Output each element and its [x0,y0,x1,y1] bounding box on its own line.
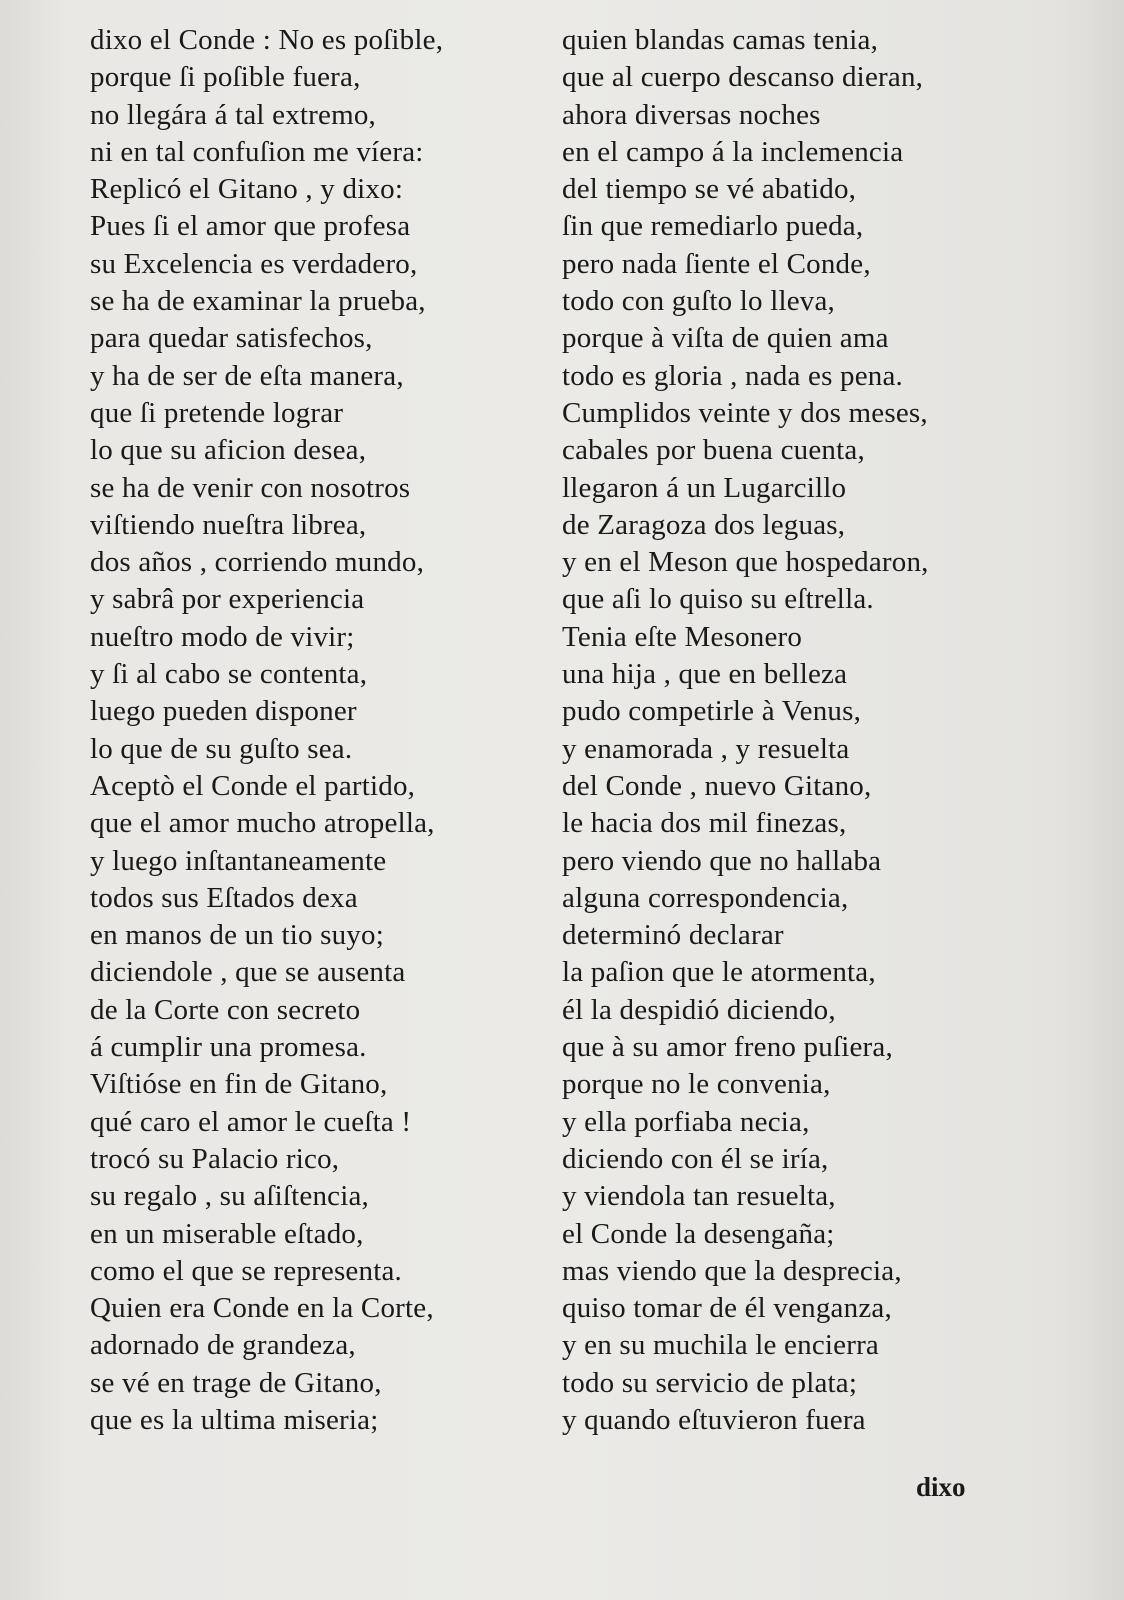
verse-line: pero viendo que no hallaba [562,844,882,877]
verse-line: lo que su aficion desea, [90,434,367,467]
verse-line: determinó declarar [562,919,784,952]
verse-line: y quando eſtuvieron fuera [562,1403,866,1436]
verse-line: diciendole , que se ausenta [90,956,406,989]
verse-line: y en su muchila le encierra [562,1329,880,1362]
verse-line: y en el Meson que hospedaron, [562,546,929,579]
verse-line: y viendola tan resuelta, [562,1180,836,1213]
verse-line: y ſi al cabo se contenta, [90,658,368,691]
verse-line: Quien era Conde en la Corte, [90,1292,434,1325]
verse-line: que al cuerpo descanso dieran, [562,61,924,94]
verse-line: alguna correspondencia, [562,881,849,914]
verse-line: y ella porfiaba necia, [562,1105,810,1138]
verse-line: ni en tal confuſion me víera: [90,135,424,168]
verse-line: del Conde , nuevo Gitano, [562,769,872,802]
verse-line: de la Corte con secreto [90,993,361,1026]
verse-line: como el que se representa. [90,1254,402,1287]
verse-line: llegaron á un Lugarcillo [562,471,847,504]
verse-line: viſtiendo nueſtra librea, [90,508,367,541]
verse-line: el Conde la desengaña; [562,1217,835,1250]
verse-line: porque ſi poſible fuera, [90,61,361,94]
verse-line: qué caro el amor le cueſta ! [90,1105,412,1138]
verse-line: en el campo á la inclemencia [562,135,904,168]
verse-line: nueſtro modo de vivir; [90,620,355,653]
verse-line: ahora diversas noches [562,98,821,131]
left-text-column [90,22,550,1439]
verse-line: todo su servicio de plata; [562,1366,858,1399]
verse-line: porque à viſta de quien ama [562,322,889,355]
verse-line: dixo el Conde : No es poſible, [90,24,444,56]
verse-line: se vé en trage de Gitano, [90,1366,382,1399]
verse-line: la paſion que le atormenta, [562,956,876,989]
verse-line: adornado de grandeza, [90,1329,356,1362]
verse-line: Cumplidos veinte y dos meses, [562,396,928,429]
verse-line: dos años , corriendo mundo, [90,546,425,579]
verse-line: y enamorada , y resuelta [562,732,850,765]
verse-line: su regalo , su aſiſtencia, [90,1180,370,1213]
verse-line: Tenia eſte Mesonero [562,620,803,653]
verse-line: una hija , que en belleza [562,658,848,691]
verse-line: lo que de su guſto sea. [90,732,353,765]
verse-line: que ſi pretende lograr [90,396,344,429]
verse-line: no llegára á tal extremo, [90,98,377,131]
verse-line: de Zaragoza dos leguas, [562,508,846,541]
verse-line: quiso tomar de él venganza, [562,1292,892,1325]
verse-line: y ha de ser de eſta manera, [90,359,404,392]
verse-line: que aſi lo quiso su eſtrella. [562,583,874,616]
verse-line: que el amor mucho atropella, [90,807,435,840]
verse-line: Pues ſi el amor que profesa [90,210,411,243]
right-text-column [562,22,1022,1439]
verse-line: mas viendo que la desprecia, [562,1254,902,1287]
catchword: dixo [916,1472,966,1502]
verse-line: y sabrâ por experiencia [90,583,365,616]
verse-line: diciendo con él se iría, [562,1142,829,1175]
verse-line: cabales por buena cuenta, [562,434,865,467]
verse-line: Aceptò el Conde el partido, [90,769,416,802]
verse-line: del tiempo se vé abatido, [562,173,857,206]
verse-line: su Excelencia es verdadero, [90,247,418,280]
verse-line: quien blandas camas tenia, [562,24,879,56]
verse-line: se ha de examinar la prueba, [90,285,426,318]
verse-line: que à su amor freno puſiera, [562,1031,893,1064]
verse-line: trocó su Palacio rico, [90,1142,340,1175]
verse-line: luego pueden disponer [90,695,357,728]
verse-line: en un miserable eſtado, [90,1217,364,1250]
verse-line: y luego inſtantaneamente [90,844,387,877]
verse-line: á cumplir una promesa. [90,1031,367,1064]
verse-line: que es la ultima miseria; [90,1403,379,1436]
verse-line: Viſtióse en fin de Gitano, [90,1068,388,1101]
verse-line: en manos de un tio suyo; [90,919,384,952]
verse-line: él la despidió diciendo, [562,993,836,1026]
verse-line: todo es gloria , nada es pena. [562,359,904,392]
verse-line: le hacia dos mil finezas, [562,807,847,840]
verse-line: pudo competirle à Venus, [562,695,862,728]
verse-line: Replicó el Gitano , y dixo: [90,173,404,206]
verse-line: todos sus Eſtados dexa [90,881,358,914]
verse-line: se ha de venir con nosotros [90,471,411,504]
verse-line: pero nada ſiente el Conde, [562,247,871,280]
verse-line: todo con guſto lo lleva, [562,285,836,318]
verse-line: porque no le convenia, [562,1068,831,1101]
verse-line: ſin que remediarlo pueda, [562,210,864,243]
verse-line: para quedar satisfechos, [90,322,373,355]
